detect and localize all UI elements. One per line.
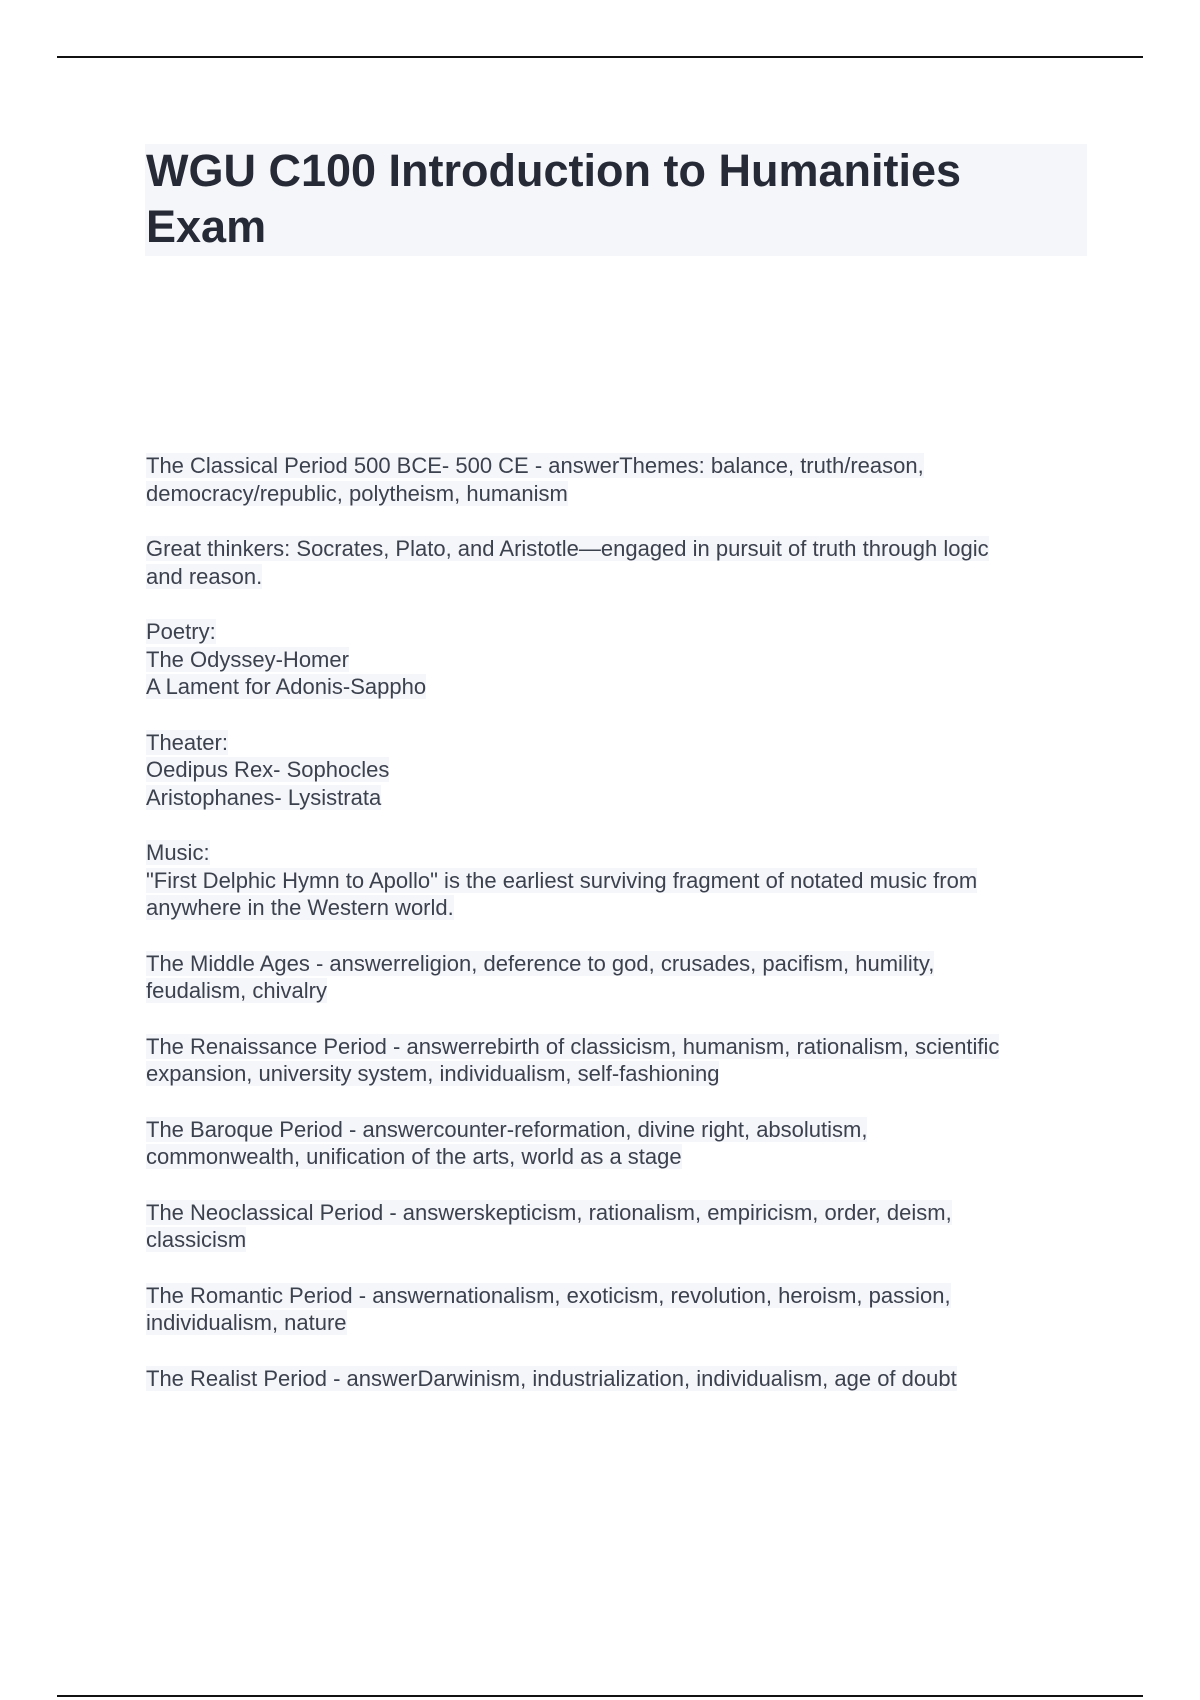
document-body	[146, 452, 1096, 1420]
qa-block-romantic	[146, 1282, 1096, 1337]
qa-block-renaissance	[146, 1033, 1096, 1088]
title-line: WGU C100 Introduction to Humanities	[146, 145, 962, 196]
text-line: individualism, nature	[146, 1310, 347, 1335]
paragraph-theater	[146, 729, 1096, 812]
document-title	[146, 143, 1076, 255]
text-line: Music:	[146, 840, 210, 865]
text-line: The Neoclassical Period - answerskepticism, rationalism, empiricism, order, deism,	[146, 1199, 952, 1225]
text-line: The Romantic Period - answernationalism, exoticism, revolution, heroism, passion,	[146, 1282, 951, 1308]
text-line: commonwealth, unification of the arts, world as a stage	[146, 1144, 682, 1169]
text-line: Oedipus Rex- Sophocles	[146, 757, 390, 782]
text-line: The Realist Period - answerDarwinism, industrialization, individualism, age of doubt	[146, 1365, 957, 1391]
text-line: The Baroque Period - answercounter-reformation, divine right, absolutism,	[146, 1116, 868, 1142]
qa-block-baroque	[146, 1116, 1096, 1171]
text-line: Great thinkers: Socrates, Plato, and Aristotle—engaged in pursuit of truth through logic	[146, 536, 989, 561]
paragraph-great-thinkers	[146, 535, 1096, 590]
text-line: "First Delphic Hymn to Apollo" is the earliest surviving fragment of notated music from	[146, 867, 978, 893]
text-line: feudalism, chivalry	[146, 978, 327, 1003]
text-line: Poetry:	[146, 619, 216, 644]
text-line: A Lament for Adonis-Sappho	[146, 674, 427, 699]
title-line: Exam	[146, 201, 267, 252]
qa-block-realist	[146, 1365, 1096, 1393]
qa-block-classical-period	[146, 452, 1096, 507]
bottom-divider	[57, 1695, 1143, 1697]
text-line: classicism	[146, 1227, 247, 1252]
top-divider	[57, 56, 1143, 58]
text-line: The Classical Period 500 BCE- 500 CE - answerThemes: balance, truth/reason,	[146, 453, 924, 478]
text-line: and reason.	[146, 563, 263, 589]
paragraph-poetry	[146, 618, 1096, 701]
text-line: Theater:	[146, 729, 228, 755]
qa-block-middle-ages	[146, 950, 1096, 1005]
qa-block-neoclassical	[146, 1199, 1096, 1254]
text-line: expansion, university system, individualism, self-fashioning	[146, 1061, 720, 1086]
text-line: The Middle Ages - answerreligion, deference to god, crusades, pacifism, humility,	[146, 950, 935, 976]
text-line: anywhere in the Western world.	[146, 895, 454, 920]
text-line: democracy/republic, polytheism, humanism	[146, 480, 568, 506]
paragraph-music	[146, 839, 1096, 922]
text-line: The Renaissance Period - answerrebirth of classicism, humanism, rationalism, scientific	[146, 1033, 1000, 1059]
text-line: Aristophanes- Lysistrata	[146, 784, 382, 810]
text-line: The Odyssey-Homer	[146, 646, 349, 672]
